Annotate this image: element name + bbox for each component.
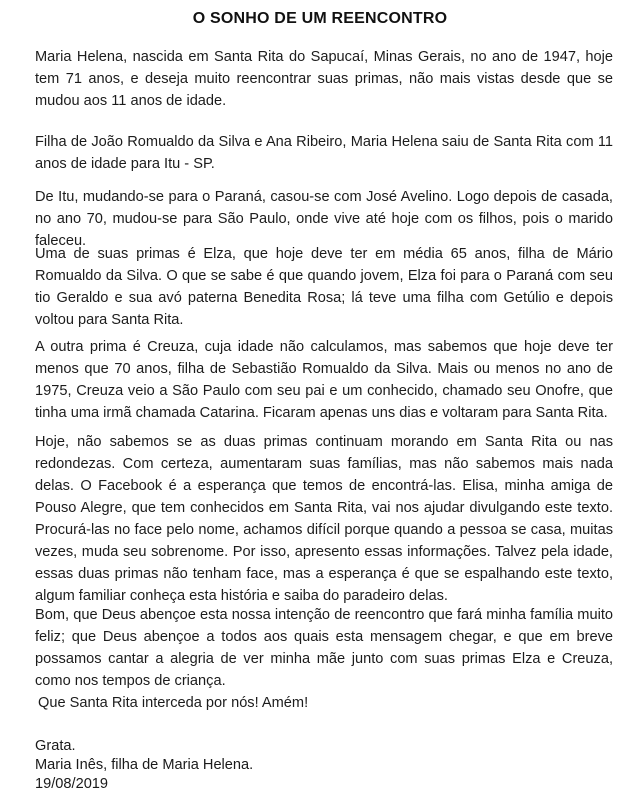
paragraph-blessing: Bom, que Deus abençoe esta nossa intenção de reencontro que fará minha família muito feliz; que Deus abençoe a todos aos quais esta mensagem chegar, e que em breve possamos cantar a alegria de ver minha mãe junto com suas primas Elza e Creuza, como nos tempos de criança. xyxy=(35,607,613,689)
signature-author: Maria Inês, filha de Maria Helena. xyxy=(35,757,254,773)
paragraph-intro: Maria Helena, nascida em Santa Rita do Sapucaí, Minas Gerais, no ano de 1947, hoje tem 71 anos, e deseja muito reencontrar suas primas, não mais vistas desde que se mudou aos 11 anos de idade. xyxy=(35,49,613,109)
paragraph-cousin-elza: Uma de suas primas é Elza, que hoje deve ter em média 65 anos, filha de Mário Romualdo da Silva. O que se sabe é que quando jovem, Elza foi para o Paraná com seu tio Geraldo e sua avó paterna Benedita Rosa; lá teve uma filha com Getúlio e depois voltou para Santa Rita. xyxy=(35,246,613,328)
paragraph-cousin-creuza: A outra prima é Creuza, cuja idade não calculamos, mas sabemos que hoje deve ter menos que 70 anos, filha de Sebastião Romualdo da Silva. Mais ou menos no ano de 1975, Creuza veio a São Paulo com seu pai e um conhecido, chamado seu Onofre, que tinha uma irmã chamada Catarina. Ficaram apenas uns dias e voltaram para Santa Rita. xyxy=(35,339,613,421)
signature-closing: Grata. xyxy=(35,738,76,754)
paragraph-facebook-search: Hoje, não sabemos se as duas primas continuam morando em Santa Rita ou nas redondezas. Com certeza, aumentaram suas famílias, mas não sabemos mais nada delas. O Facebook é a esperança que temos de encontrá-las. Elisa, minha amiga de Pouso Alegre, que tem conhecidos em Santa Rita, vai nos ajudar divulgando este texto. Procurá-las no face pelo nome, achamos difícil porque quando a pessoa se casa, muitas vezes, muda seu sobrenome. Por isso, apresento essas informações. Talvez pela idade, essas duas primas não tenham face, mas a esperança é que se espalhando este texto, algum familiar conheça esta história e saiba do paradeiro delas. xyxy=(35,434,613,604)
paragraph-parents: Filha de João Romualdo da Silva e Ana Ribeiro, Maria Helena saiu de Santa Rita com 11 anos de idade para Itu - SP. xyxy=(35,134,613,172)
paragraph-marriage: De Itu, mudando-se para o Paraná, casou-se com José Avelino. Logo depois de casada, no ano 70, mudou-se para São Paulo, onde vive até hoje com os filhos, pois o marido faleceu. xyxy=(35,189,613,249)
signature-date: 19/08/2019 xyxy=(35,776,109,792)
signature-block xyxy=(35,737,253,794)
paragraph-prayer: Que Santa Rita interceda por nós! Amém! xyxy=(38,695,309,711)
document-title: O SONHO DE UM REENCONTRO xyxy=(192,10,448,27)
